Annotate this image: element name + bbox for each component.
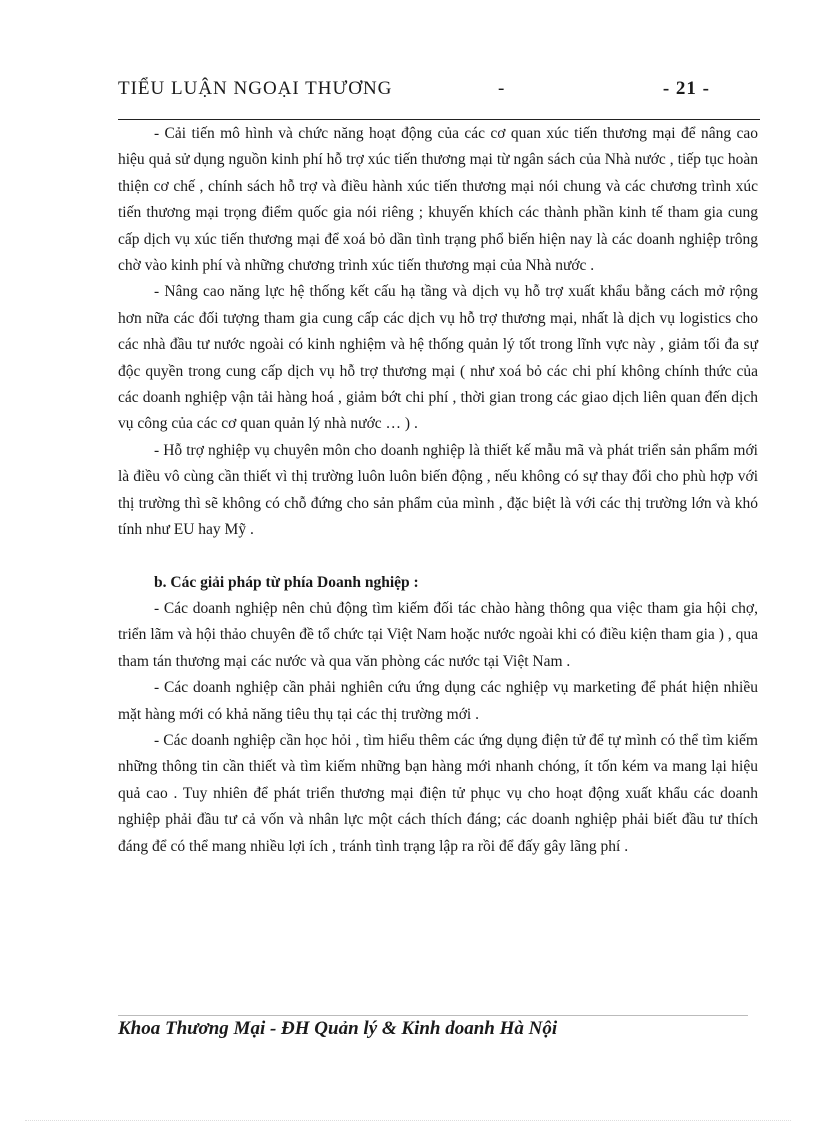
page-header (118, 78, 710, 104)
footer-divider (118, 1015, 748, 1016)
page-number: - 21 - (662, 78, 710, 99)
page-edge-divider (25, 1120, 791, 1121)
paragraph: - Cải tiến mô hình và chức năng hoạt động của các cơ quan xúc tiến thương mại để nâng cao hiệu quả sử dụng nguồn kinh phí hỗ trợ xúc tiến thương mại từ ngân sách của Nhà nước , tiếp tục hoàn thiện cơ chế , chính sách hỗ trợ và điều hành xúc tiến thương mại nói chung và các chương trình xúc tiến thương mại trọng điểm quốc gia nói riêng ; khuyến khích các thành phần kinh tế tham gia cung cấp dịch vụ xúc tiến thương mại để xoá bỏ dần tình trạng phổ biến hiện nay là các doanh nghiệp trông chờ vào kinh phí và những chương trình xúc tiến thương mại của Nhà nước . (118, 125, 758, 275)
header-divider (118, 119, 760, 120)
document-body (118, 121, 758, 860)
paragraph: - Hỗ trợ nghiệp vụ chuyên môn cho doanh nghiệp là thiết kế mẫu mã và phát triển sản phẩm mới là điều vô cùng cần thiết vì thị trường luôn luôn biến động , nếu không có sự thay đổi cho phù hợp với thị trường thì sẽ không có chỗ đứng cho sản phẩm của mình , đặc biệt là với các thị trường lớn và khó tính như EU hay Mỹ . (118, 441, 758, 539)
header-title: TIỂU LUẬN NGOẠI THƯƠNG (118, 78, 393, 99)
paragraph: - Các doanh nghiệp nên chủ động tìm kiếm đối tác chào hàng thông qua việc tham gia hội chợ, triển lãm và hội thảo chuyên đề tổ chức tại Việt Nam hoặc nước ngoài khi có điều kiện tham gia ) , qua tham tán thương mại các nước và qua văn phòng các nước tại Việt Nam . (118, 599, 758, 670)
paragraph: - Các doanh nghiệp cần phải nghiên cứu ứng dụng các nghiệp vụ marketing để phát hiện nhiều mặt hàng mới có khả năng tiêu thụ tại các thị trường mới . (118, 679, 758, 723)
paragraph: - Nâng cao năng lực hệ thống kết cấu hạ tầng và dịch vụ hỗ trợ xuất khẩu bằng cách mở rộng hơn nữa các đối tượng tham gia cung cấp các dịch vụ hỗ trợ thương mại, nhất là dịch vụ logistics cho các nhà đầu tư nước ngoài có kinh nghiệm và hệ thống quản lý tốt trong lĩnh vực này , giảm tối đa sự độc quyền trong cung cấp dịch vụ hỗ trợ thương mại ( như xoá bỏ các chi phí không chính thức của các doanh nghiệp vận tải hàng hoá , giảm bớt chi phí , thời gian trong các giao dịch liên quan đến dịch vụ công của các cơ quan quản lý nhà nước … ) . (118, 283, 758, 433)
section-heading: b. Các giải pháp từ phía Doanh nghiệp : (154, 573, 419, 591)
paragraph: - Các doanh nghiệp cần học hỏi , tìm hiểu thêm các ứng dụng điện tử để tự mình có thể tìm kiếm những thông tin cần thiết và tìm kiếm những bạn hàng mới nhanh chóng, ít tốn kém va mang lại hiệu quả cao . Tuy nhiên để phát triển thương mại điện tử phục vụ cho hoạt động xuất khẩu các doanh nghiệp phải đầu tư cả vốn và nhân lực một cách thích đáng; các doanh nghiệp phải biết đầu tư thích đáng để có thể mang nhiều lợi ích , tránh tình trạng lập ra rồi để đấy gây lãng phí . (118, 731, 758, 855)
page-footer: Khoa Thương Mại - ĐH Quản lý & Kinh doanh Hà Nội (118, 1018, 558, 1039)
header-dash: - (498, 78, 506, 99)
